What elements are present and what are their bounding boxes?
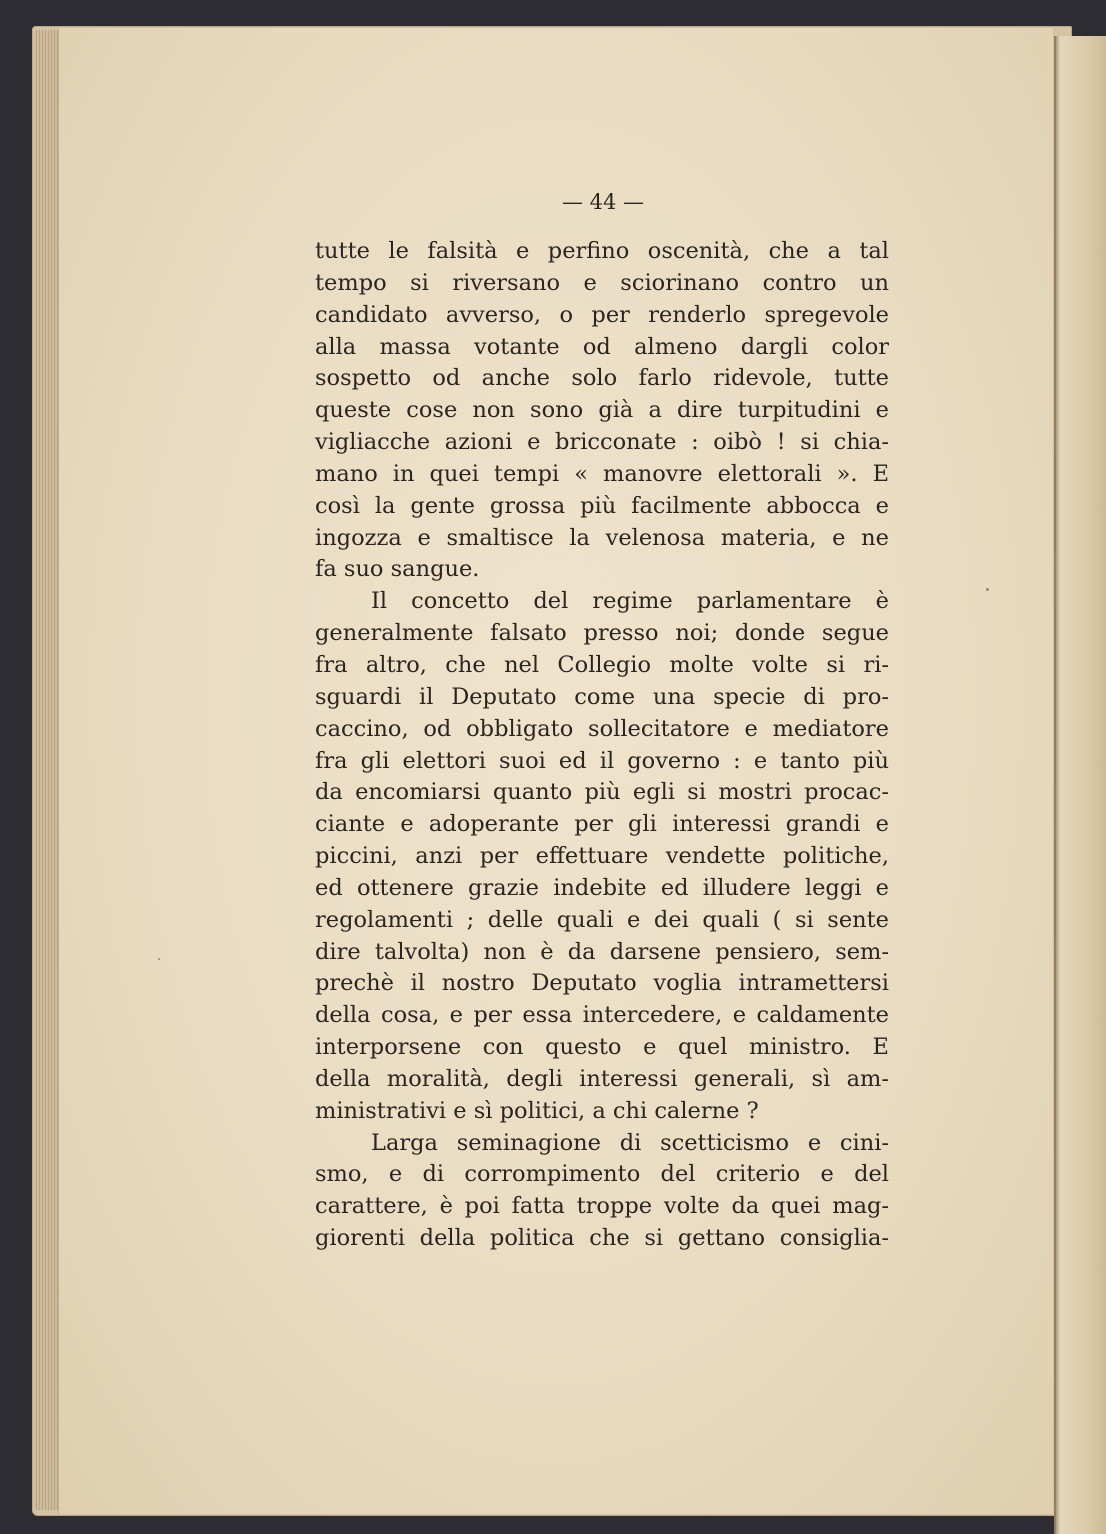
text-line: carattere, è poi fatta troppe volte da quei mag-	[315, 1193, 889, 1220]
text-line: queste cose non sono già a dire turpitudini e	[315, 397, 889, 424]
text-line: tempo si riversano e sciorinano contro un	[315, 269, 889, 296]
text-line: vigliacche azioni e bricconate : oibò ! si chia-	[315, 429, 889, 456]
facing-page-edge	[1054, 36, 1106, 1534]
text-line: smo, e di corrompimento del criterio e del	[315, 1161, 889, 1188]
text-line: ed ottenere grazie indebite ed illudere leggi e	[315, 874, 889, 901]
paper-speck	[158, 958, 160, 960]
text-line: mano in quei tempi « manovre elettorali ». E	[315, 460, 889, 487]
text-line: giorenti della politica che si gettano consiglia-	[315, 1225, 889, 1252]
text-line: candidato avverso, o per renderlo spregevole	[315, 301, 889, 328]
text-line: interporsene con questo e quel ministro. E	[315, 1034, 889, 1061]
text-line: ministrativi e sì politici, a chi calerne ?	[315, 1097, 759, 1124]
text-line: caccino, od obbligato sollecitatore e mediatore	[315, 715, 889, 742]
text-line: fa suo sangue.	[315, 556, 480, 583]
text-line: fra altro, che nel Collegio molte volte si ri-	[315, 651, 889, 678]
text-line: alla massa votante od almeno dargli color	[315, 333, 889, 360]
text-line: dire talvolta) non è da darsene pensiero, sem-	[315, 938, 889, 965]
text-line: generalmente falsato presso noi; donde segue	[315, 620, 889, 647]
text-line: ingozza e smaltisce la velenosa materia, e ne	[315, 524, 889, 551]
text-line: della cosa, e per essa intercedere, e caldamente	[315, 1002, 889, 1029]
gutter-shadow	[1054, 36, 1060, 1534]
paragraph	[315, 1128, 889, 1255]
text-line: da encomiarsi quanto più egli si mostri procac-	[315, 779, 889, 806]
text-line: regolamenti ; delle quali e dei quali ( si sente	[315, 906, 889, 933]
text-line: tutte le falsità e perfino oscenità, che a tal	[315, 238, 889, 264]
text-line: fra gli elettori suoi ed il governo : e tanto più	[315, 747, 889, 774]
text-line: Il concetto del regime parlamentare è	[371, 588, 889, 615]
paper-speck	[986, 588, 989, 591]
text-line: piccini, anzi per effettuare vendette politiche,	[315, 843, 889, 870]
paragraph	[315, 236, 889, 586]
body-text	[315, 236, 889, 1255]
text-line: prechè il nostro Deputato voglia intramettersi	[315, 970, 889, 997]
paragraph	[315, 586, 889, 1127]
text-line: ciante e adoperante per gli interessi grandi e	[315, 811, 889, 838]
text-line: sguardi il Deputato come una specie di pro-	[315, 683, 889, 710]
page-number: — 44 —	[561, 190, 645, 214]
text-line: della moralità, degli interessi generali, sì am-	[315, 1065, 889, 1092]
text-line: così la gente grossa più facilmente abbocca e	[315, 492, 889, 519]
text-line: sospetto od anche solo farlo ridevole, tutte	[315, 365, 889, 392]
text-line: Larga seminagione di scetticismo e cini-	[371, 1129, 889, 1156]
